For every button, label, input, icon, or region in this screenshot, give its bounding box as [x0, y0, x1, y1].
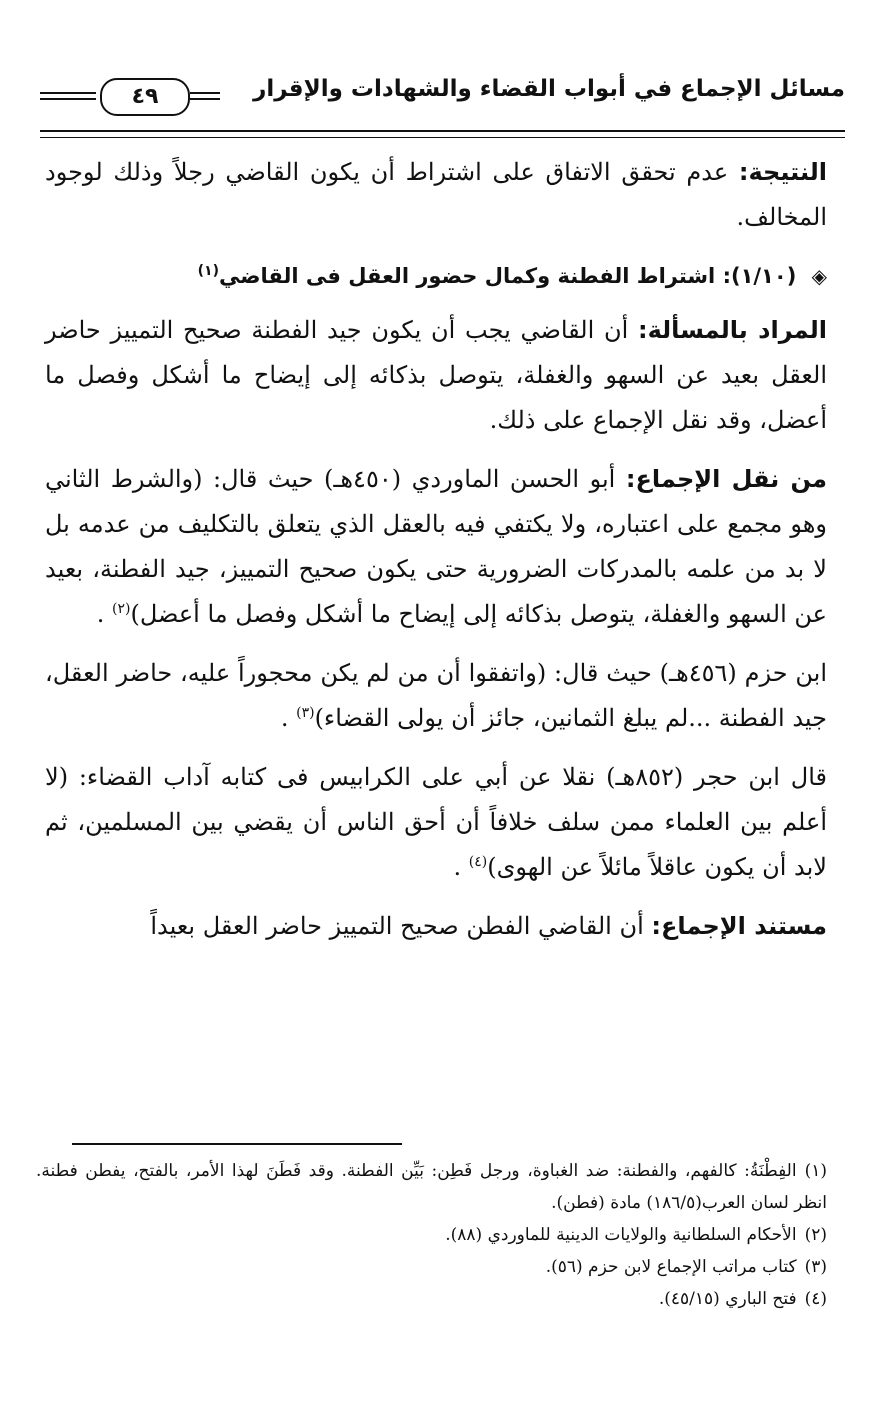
footnote [36, 1283, 827, 1315]
lead-meaning: المراد بالمسألة: [638, 316, 827, 344]
footnote [36, 1155, 827, 1219]
footnote-ref-3: (٣) [296, 705, 315, 721]
ornament-rule-left-2 [40, 98, 96, 100]
lead-basis: مستند الإجماع: [651, 912, 827, 940]
text-ibn-hajar: قال ابن حجر (٨٥٢هـ) نقلا عن أبي على الكرابيس فى كتابه آداب القضاء: (لا أعلم بين العلماء ممن سلف خلافاً أن أحق الناس أن يقضي بين المسلمين، ثم لابد أن يكون عاقلاً مائلاً عن الهوى) [45, 763, 827, 881]
page-number-ornament [100, 78, 190, 116]
page-header [40, 62, 845, 132]
footnotes [36, 1155, 827, 1315]
text-mawardi: أبو الحسن الماوردي (٤٥٠هـ) حيث قال: (والشرط الثاني وهو مجمع على اعتباره، ولا يكتفي فيه بالعقل الذي يتعلق بالتكليف من عدمه بل لا بد من علمه بالمدركات الضرورية حتى يكون صحيح التمييز، جيد الفطنة، بعيد عن السهو والغفلة، يتوصل بذكائه إلى إيضاح ما أشكل وفصل ما أعضل) [45, 465, 827, 628]
diamond-icon: ◈ [811, 264, 827, 288]
ornament-rule-right-2 [190, 98, 220, 100]
page-number: ٤٩ [131, 84, 159, 109]
footnote-number: (٢) [804, 1225, 827, 1245]
ornament-rule-left [40, 92, 96, 94]
footnote-number: (١) [804, 1161, 827, 1181]
paragraph-consensus-mawardi: من نقل الإجماع: أبو الحسن الماوردي (٤٥٠هـ) حيث قال: (والشرط الثاني وهو مجمع على اعتباره، ولا يكتفي فيه بالعقل الذي يتعلق بالتكليف من عدمه بل لا بد من علمه بالمدركات الضرورية حتى يكون صحيح التمييز، جيد الفطنة، بعيد عن السهو والغفلة، يتوصل بذكائه إلى إيضاح ما أشكل وفصل ما أعضل)$^{(٢)}$ . [45, 465, 827, 628]
text-basis: أن القاضي الفطن صحيح التمييز حاضر العقل بعيداً [150, 912, 644, 940]
footnote-text: فتح الباري (٤٥/١٥). [658, 1289, 797, 1309]
lead-result: النتيجة: [738, 158, 827, 186]
main-text [45, 150, 827, 949]
paragraph-ibn-hazm: ابن حزم (٤٥٦هـ) حيث قال: (واتفقوا أن من لم يكن محجوراً عليه، حاضر العقل، جيد الفطنة ...لم يبلغ الثمانين، جائز أن يولى القضاء)$^{(٣)}$ . [45, 659, 827, 732]
footnote-separator [72, 1143, 402, 1145]
footnote [36, 1219, 827, 1251]
footnote-number: (٣) [804, 1257, 827, 1277]
lead-consensus: من نقل الإجماع: [625, 465, 827, 493]
footnote-ref-4: (٤) [468, 854, 488, 870]
paragraph-meaning [45, 308, 827, 443]
footnote-text: الفِطْنَةُ: كالفهم، والفطنة: ضد الغباوة، ورجل فَطِن: بَيِّن الفطنة. وقد فَطَنَ لهذا الأمر، بالفتح، يفطن فطنة. انظر لسان العرب(١٨٦/٥) مادة (فطن). [36, 1161, 827, 1213]
header-rule-thin [40, 137, 845, 138]
paragraph-ibn-hajar: قال ابن حجر (٨٥٢هـ) نقلا عن أبي على الكرابيس فى كتابه آداب القضاء: (لا أعلم بين العلماء ممن سلف خلافاً أن أحق الناس أن يقضي بين المسلمين، ثم لابد أن يكون عاقلاً مائلاً عن الهوى)$^{(٤)}$ . [45, 763, 827, 881]
footnote-text: كتاب مراتب الإجماع لابن حزم (٥٦). [545, 1257, 797, 1277]
heading-text: (١/١٠): اشتراط الفطنة وكمال حضور العقل فى القاضي [218, 264, 797, 288]
heading-footnote-ref: (١) [197, 263, 219, 279]
footnote [36, 1251, 827, 1283]
ornament-rule-right [190, 92, 220, 94]
running-title: مسائل الإجماع في أبواب القضاء والشهادات والإقرار [253, 76, 845, 102]
text-result: عدم تحقق الاتفاق على اشتراط أن يكون القاضي رجلاً وذلك لوجود المخالف. [45, 158, 827, 231]
footnote-ref-2: (٢) [112, 601, 131, 617]
header-rule [40, 130, 845, 132]
footnote-text: الأحكام السلطانية والولايات الدينية للماوردي (٨٨). [445, 1225, 797, 1245]
paragraph-result [45, 150, 827, 240]
text-ibn-hazm: ابن حزم (٤٥٦هـ) حيث قال: (واتفقوا أن من لم يكن محجوراً عليه، حاضر العقل، جيد الفطنة ...لم يبلغ الثمانين، جائز أن يولى القضاء) [45, 659, 827, 732]
section-heading [45, 254, 827, 298]
text-meaning: أن القاضي يجب أن يكون جيد الفطنة صحيح التمييز حاضر العقل بعيد عن السهو والغفلة، يتوصل بذكائه إلى إيضاح ما أشكل وفصل ما أعضل، وقد نقل الإجماع على ذلك. [45, 316, 827, 434]
footnote-number: (٤) [804, 1289, 827, 1309]
paragraph-basis [45, 904, 827, 949]
